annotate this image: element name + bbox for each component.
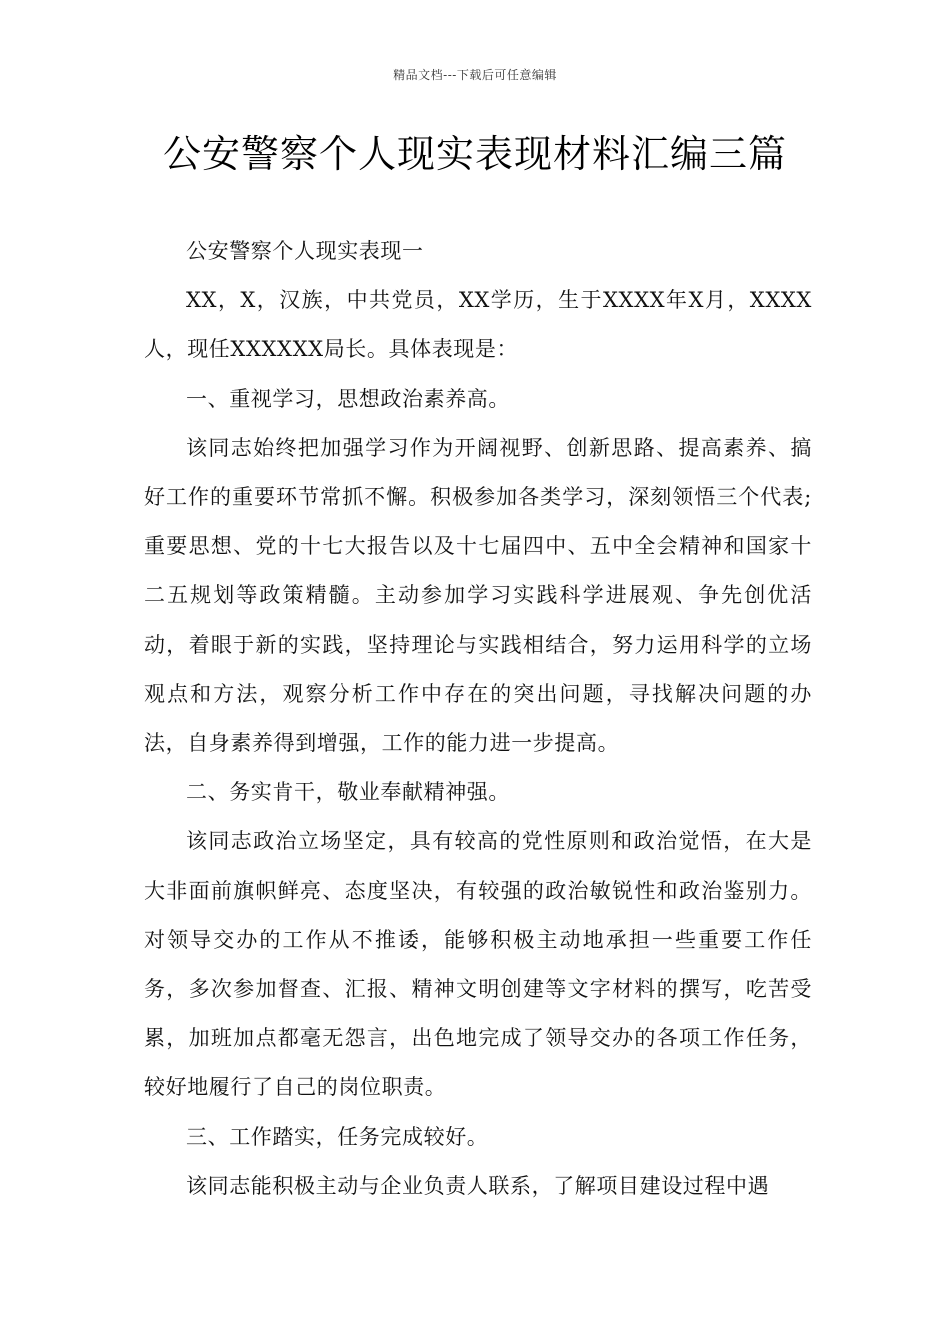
document-title: 公安警察个人现实表现材料汇编三篇	[162, 132, 787, 176]
section-heading-dedication: 二、务实肯干，敬业奉献精神强。	[186, 780, 510, 805]
section-heading-study: 一、重视学习，思想政治素养高。	[186, 386, 510, 411]
paragraph-study: 该同志始终把加强学习作为开阔视野、创新思路、提高素养、搞好工作的重要环节常抓不懈。积极参加各类学习，深刻领悟三个代表;重要思想、党的十七大报告以及十七届四中、五中全会精神和国家十二五规划等政策精髓。主动参加学习实践科学进展观、争先创优活动，着眼于新的实践，坚持理论与实践相结合，努力运用科学的立场观点和方法，观察分析工作中存在的突出问题，寻找解决问题的办法，自身素养得到增强，工作的能力进一步提高。	[144, 435, 812, 756]
section-heading-work: 三、工作踏实，任务完成较好。	[186, 1124, 489, 1149]
document-body	[144, 227, 812, 1211]
page-header-note: 精品文档---下载后可任意编辑	[393, 68, 557, 82]
paragraph-dedication: 该同志政治立场坚定，具有较高的党性原则和政治觉悟，在大是大非面前旗帜鲜亮、态度坚决，有较强的政治敏锐性和政治鉴别力。对领导交办的工作从不推诿，能够积极主动地承担一些重要工作任务，多次参加督查、汇报、精神文明创建等文字材料的撰写，吃苦受累，加班加点都毫无怨言，出色地完成了领导交办的各项工作任务，较好地履行了自己的岗位职责。	[144, 829, 812, 1100]
section-heading-first-report: 公安警察个人现实表现一	[186, 239, 424, 263]
paragraph-personal-info: XX，X，汉族，中共党员，XX学历，生于XXXX年X月，XXXX人，现任XXXXXX局长。具体表现是：	[144, 288, 812, 362]
paragraph-work: 该同志能积极主动与企业负责人联系，了解项目建设过程中遇	[186, 1173, 770, 1198]
